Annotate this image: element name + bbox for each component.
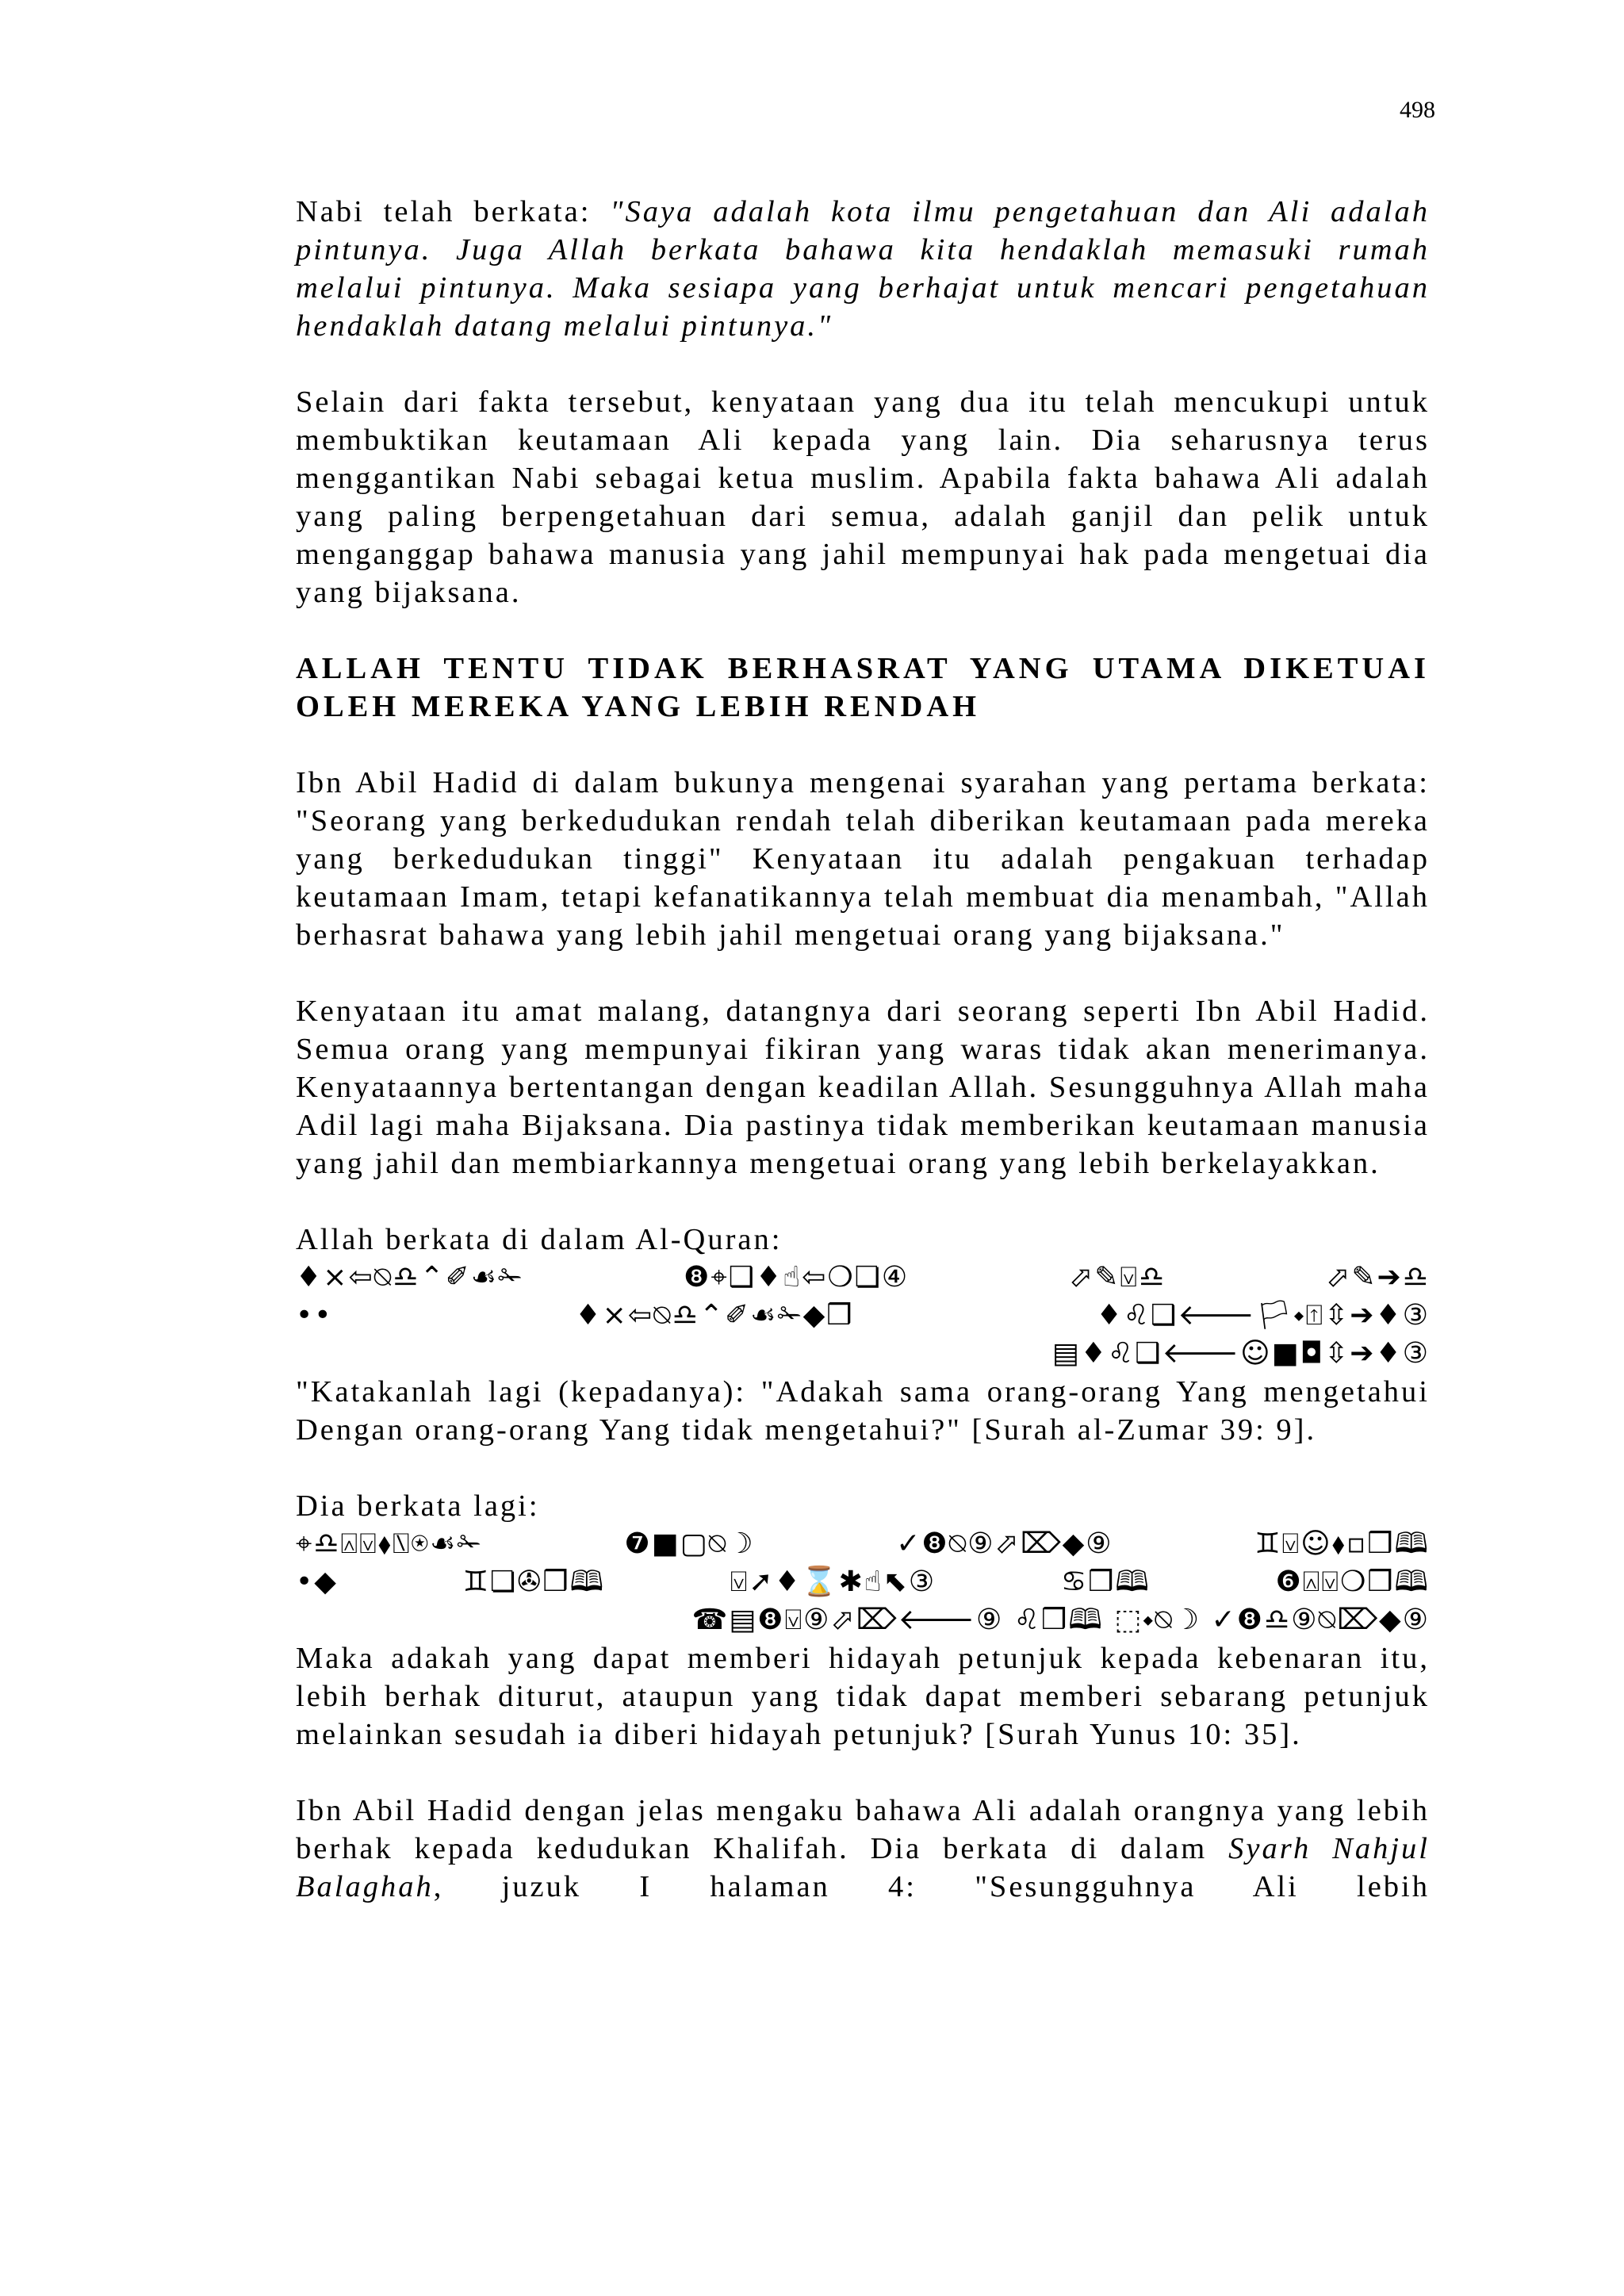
verse-line [296, 1601, 1430, 1639]
verse-segment: •• [296, 1299, 333, 1332]
paragraph-khalifah [296, 1792, 1430, 1906]
verse-segment: ♦×⇦⍉♎⌃✐☙✁◆❒ [575, 1299, 854, 1332]
verse-segment: ✓❽♎⑨⍉⌦◆⑨ [1211, 1604, 1430, 1636]
verse-line [296, 1525, 1430, 1563]
quran-verse-2 [296, 1525, 1430, 1639]
verse-line [296, 1259, 1430, 1297]
verse-segment: ⍌➚♦⌛✱☝⬉③ [730, 1566, 936, 1598]
paragraph-facts: Selain dari fakta tersebut, kenyataan yang dua itu telah mencukupi untuk membuktikan keutamaan Ali kepada yang lain. Dia seharusnya terus menggantikan Nabi sebagai ketua muslim. Apabila fakta bahawa Ali adalah yang paling berpengetahuan dari semua, adalah ganjil dan pelik untuk menganggap bahawa manusia yang jahil mempunyai hak pada mengetuai dia yang bijaksana. [296, 385, 1430, 609]
verse-segment: ✓❽⍉⑨⬀⌦◆⑨ [896, 1527, 1113, 1560]
prophet-quote: "Saya adalah kota ilmu pengetahuan dan Ali adalah pintunya. Juga Allah berkata bahawa kita hendaklah memasuki rumah melalui pintunya. Maka sesiapa yang berhajat untuk mencari pengetahuan hendaklah datang melalui pintunya." [296, 195, 1431, 343]
book-title: Syarh Nahjul Balaghah [296, 1832, 1430, 1903]
paragraph-text: Ibn Abil Hadid dengan jelas mengaku bahawa Ali adalah orangnya yang lebih berhak kepada kedudukan Khalifah. Dia berkata di dalam [296, 1794, 1430, 1865]
verse-line [296, 1335, 1430, 1373]
paragraph-lead: Nabi telah berkata: [296, 195, 611, 228]
verse-line [296, 1297, 1430, 1335]
verse-segment: ⬀✎⍌♎ [1069, 1261, 1166, 1294]
verse-segment: ❼■▢⍉☽ [624, 1527, 755, 1560]
paragraph-text: , juzuk I halaman 4: "Sesungguhnya Ali lebih [433, 1870, 1430, 1903]
paragraph-ibn-abil-hadid: Ibn Abil Hadid di dalam bukunya mengenai syarahan yang pertama berkata: "Seorang yang berkedudukan rendah telah diberikan keutamaan pada mereka yang berkedudukan tinggi" Kenyataan itu adalah pengakuan terhadap keutamaan Imam, tetapi kefanatikannya telah membuat dia menambah, "Allah berhasrat bahawa yang lebih jahil mengetuai orang yang bijaksana." [296, 766, 1430, 952]
verse-segment: ❽⌖❑♦☝⇦❍❏④ [684, 1261, 910, 1294]
verse-segment: ♌❒🕮 [1013, 1604, 1104, 1636]
page-body [296, 193, 1430, 1906]
verse-segment: ❻⍓⍌❍❒🕮 [1275, 1566, 1430, 1598]
verse-segment: ⬚⬩⍉☽ [1114, 1604, 1201, 1636]
section-heading: ALLAH TENTU TIDAK BERHASRAT YANG UTAMA DIKETUAI OLEH MEREKA YANG LEBIH RENDAH [296, 652, 1430, 723]
verse-segment: ♦♌❑🡐🏳⬩⍐⇳➔♦③ [1096, 1299, 1430, 1332]
paragraph-unfortunate-statement: Kenyataan itu amat malang, datangnya dari seorang seperti Ibn Abil Hadid. Semua orang yang mempunyai fikiran yang waras tidak akan menerimanya. Kenyataannya bertentangan dengan keadilan Allah. Sesungguhnya Allah maha Adil lagi maha Bijaksana. Dia pastinya tidak memberikan keutamaan manusia yang jahil dan membiarkannya mengetuai orang yang lebih berkelayakkan. [296, 995, 1430, 1180]
verse-segment: ♋❒🕮 [1060, 1566, 1151, 1598]
verse-segment: ⬀✎➔♎ [1326, 1261, 1430, 1294]
quran-verse-1 [296, 1259, 1430, 1373]
verse-segment: ☎▤❽⍌⑨⬀⌦🡐⑨ [691, 1604, 1004, 1636]
quran-intro-1: Allah berkata di dalam Al-Quran: [296, 1223, 783, 1256]
quran-intro-2: Dia berkata lagi: [296, 1489, 540, 1523]
quran-translation-1: "Katakanlah lagi (kepadanya): "Adakah sama orang-orang Yang mengetahui Dengan orang-orang Yang tidak mengetahui?" [Surah al-Zumar 39: 9]. [296, 1375, 1430, 1447]
verse-segment: ▤♦♌❑🡐☺■◘⇳➔♦③ [1051, 1337, 1430, 1370]
verse-line [296, 1563, 1430, 1601]
verse-segment: •◆ [296, 1566, 338, 1598]
verse-segment: ♦×⇦⍉♎⌃✐☙✁ [296, 1261, 524, 1294]
verse-segment: ♊❏✇❒🕮 [462, 1566, 606, 1598]
verse-segment: ♊⍌☺⬧▫❒🕮 [1254, 1527, 1430, 1560]
paragraph-prophet-quote [296, 193, 1430, 345]
page-number: 498 [1400, 97, 1435, 123]
quran-translation-2: Maka adakah yang dapat memberi hidayah petunjuk kepada kebenaran itu, lebih berhak diturut, ataupun yang tidak dapat memberi sebarang petunjuk melainkan sesudah ia diberi hidayah petunjuk? [Surah Yunus 10: 35]. [296, 1642, 1430, 1751]
verse-segment: ⌖♎⍓⍌⬧⍂⍟☙✁ [296, 1527, 483, 1560]
